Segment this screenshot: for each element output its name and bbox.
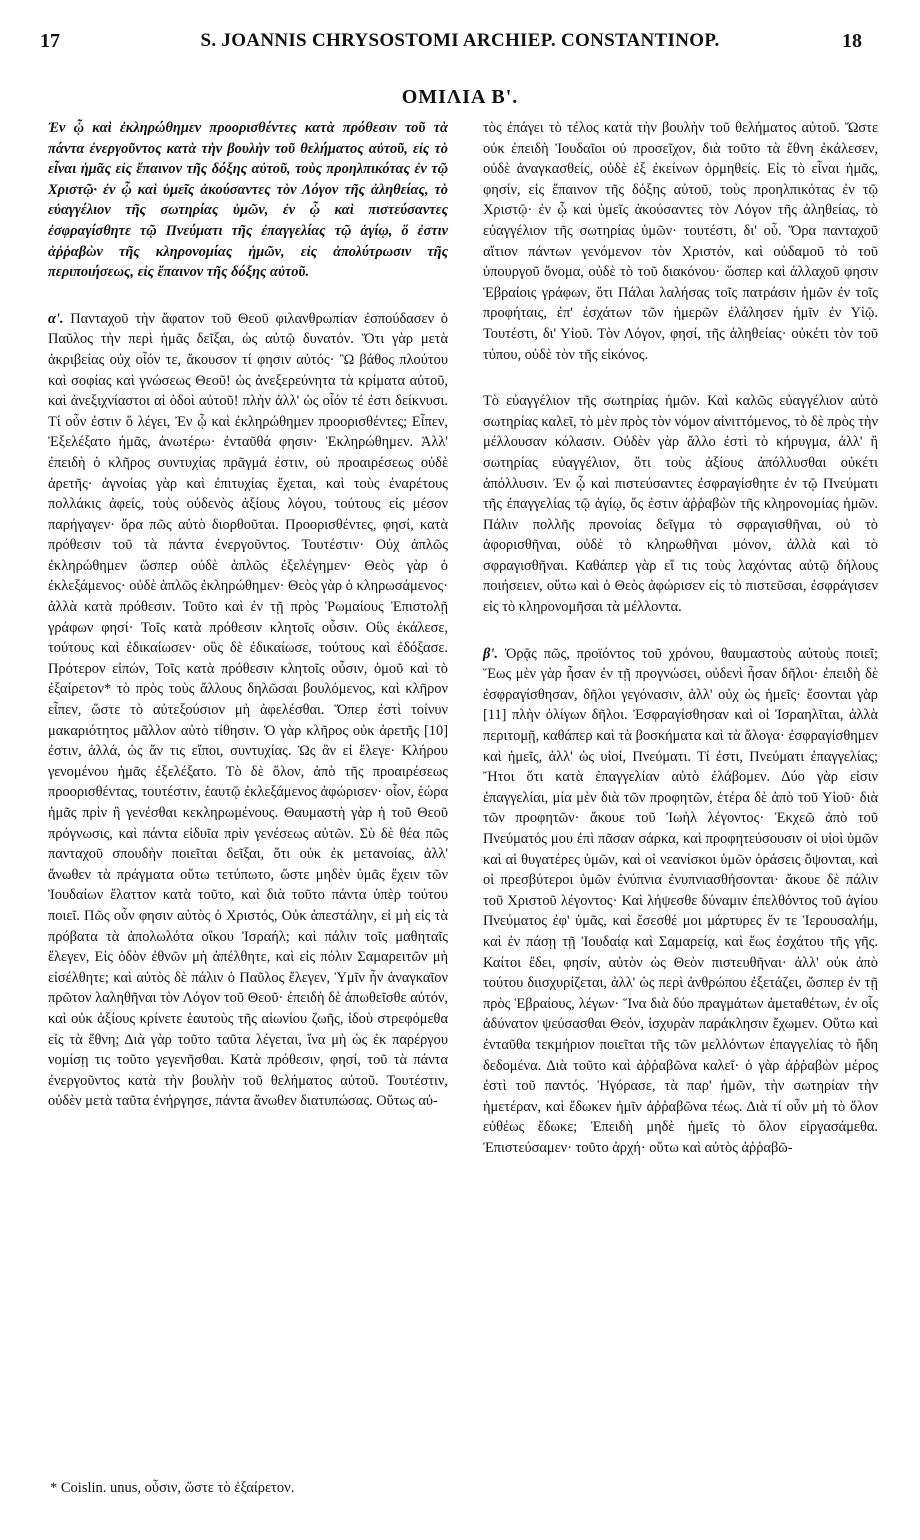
running-header <box>0 30 920 56</box>
footnote: * Coislin. unus, οὖσιν, ὥστε τὸ ἐξαίρετον. <box>50 1480 295 1496</box>
section-number: β'. <box>483 645 498 662</box>
homily-title: ΟΜΙΛΙΑ Β'. <box>401 86 519 108</box>
right-column <box>483 118 878 1185</box>
paragraph: Τὸ εὐαγγέλιον τῆς σωτηρίας ἡμῶν. Καὶ καλῶς εὐαγγέλιον αὐτὸ σωτηρίας καλεῖ, τὸ μὲν πρὸς τὸν νόμον αἰνιττόμενος, τὸ δὲ πρὸς τὴν μέλλουσαν κόλασιν. Οὐδὲν γὰρ ἄλλο ἐστὶ τὸ κήρυγμα, ἀλλ' ἢ σωτηρίας εὐαγγέλιον, ὅτι τοὺς ἀξίους ἀπόλλυσθαι οὐκέτι ἀπόλλυσιν. Ἐν ᾧ καὶ πιστεύσαντες ἐσφραγίσθητε ἐν τῷ Πνεύματι τῆς ἐπαγγελίας τῷ ἁγίῳ, ὅς ἐστιν ἀῤῥαβὼν τῆς κληρονομίας ἡμῶν. Πάλιν πολλῆς προνοίας δεῖγμα τὸ σφραγισθῆναι, οὐ τὸ ἀφορισθῆναι, οὐδὲ τὸ κληρωθῆναι μόνον, ἀλλὰ καὶ τὸ σφραγισθῆναι. Καθάπερ γὰρ εἴ τις τοὺς λαχόντας αὐτῷ δήλους ποιήσειεν, οὕτω καὶ ὁ Θεὸς ἀφώρισεν εἰς τὸ πιστεῦσαι, ἐσφράγισεν εἰς τὸ κληρονομῆσαι τὰ μέλλοντα. <box>483 393 879 616</box>
paragraph: τὸς ἐπάγει τὸ τέλος κατὰ τὴν βουλὴν τοῦ θελήματος αὐτοῦ. Ὥστε οὐκ ἐπειδὴ Ἰουδαῖοι οὐ προσεῖχον, διὰ τοῦτο τὰ ἔθνη ἐκάλεσεν, οὐδὲ ἀναγκασθείς, οὐδὲ ἐξ ἐκείνων ὁρμηθείς. Εἰς τὸ εἶναι ἡμᾶς, φησίν, εἰς ἔπαινον τῆς δόξης αὐτοῦ, τοὺς προηλπικότας ἐν τῷ Χριστῷ· ἐν ᾧ καὶ ὑμεῖς ἀκούσαντες τὸν Λόγον τῆς ἀληθείας, τὸ εὐαγγέλιον τῆς σωτηρίας ὑμῶν· τουτέστι, δι' οὗ. Ὅρα πανταχοῦ αἴτιον πάντων γενόμενον τὸν Χριστόν, καὶ οὐδαμοῦ τὸ τοῦ ὑπουργοῦ ὄνομα, οὐδὲ τὸ τοῦ διακόνου· ὥσπερ καὶ ἀλλαχοῦ φησιν Ἑβραίοις γράφων, ὅτι Πάλαι λαλήσας τοῖς πατράσιν ἡμῶν ἐν τοῖς προφήταις, ἐπ' ἐσχάτων τῶν ἡμερῶν ἐλάλησεν ἡμῖν ἐν Υἱῷ. Τουτέστι, δι' Υἱοῦ. Τὸν Λόγον, φησί, τῆς ἀληθείας· οὐκέτι τὸν τοῦ τύπου, οὐδὲ τὸν τῆς εἰκόνος. <box>483 120 878 363</box>
section-text: Πανταχοῦ τὴν ἄφατον τοῦ Θεοῦ φιλανθρωπίαν ἐσπούδασεν ὁ Παῦλος τὴν περὶ ἡμᾶς δεῖξαι, ὡς αὐτῷ δυνατόν. Ὅτι γὰρ μετὰ ἀκριβείας οὐχ οἷόν τε, ἄκουσον τί φησιν αὐτός· Ὢ βάθος πλούτου καὶ σοφίας καὶ γνώσεως Θεοῦ! ὡς ἀνεξερεύνητα τὰ κρίματα αὐτοῦ, καὶ ἀνεξιχνίαστοι αἱ ὁδοὶ αὐτοῦ! πλὴν ἀλλ' ὡς οἷόν τέ ἐστι δείκνυσι. Τί οὖν ἐστιν ὅ λέγει, Ἐν ᾧ καὶ ἐκληρώθημεν προορισθέντες; Εἶπεν, Ἐξελέξατο ἡμᾶς, ἀνωτέρω· ἐνταῦθά φησιν· Ἐκληρώθημεν. Ἀλλ' ἐπειδὴ ὁ κλῆρος συντυχίας πρᾶγμά ἐστιν, οὐ προαιρέσεως οὐδὲ ἀρετῆς· ἀγνοίας γὰρ καὶ ἐπιτυχίας ἔχεται, καὶ τοὺς ἐναρέτους πολλάκις ἀφείς, τοὺς οὐδενὸς ἀξίους λόγου, τούτους εἰς μέσον παρήγαγεν· ὅρα πῶς αὐτὸ διορθοῦται. Προορισθέντες, φησί, κατὰ πρόθεσιν τοῦ τὰ πάντα ἐνεργοῦντος. Τουτέστιν· Οὐχ ἁπλῶς ἐκληρώθημεν ὥσπερ οὐδὲ ἁπλῶς ἐξελέγημεν· Θεὸς γὰρ ὁ ἐκλεξάμενος· οὐδὲ ἁπλῶς ἐκληρώθημεν· Θεὸς γὰρ ὁ κληρωσάμενος· ἀλλὰ κατὰ πρόθεσιν. Τοῦτο καὶ ἐν τῇ πρὸς Ῥωμαίους Ἐπιστολῇ γράφων φησί· Τοῖς κατὰ πρόθεσιν κλητοῖς οὖσιν. Οὓς ἐκάλεσε, τούτους καὶ ἐδικαίωσεν· οὓς δὲ ἐδικαίωσε, τούτους καὶ ἐδόξασε. Πρότερον εἰπών, Τοῖς κατὰ πρόθεσιν κλητοῖς οὖσιν, ὁμοῦ καὶ τὸ ἐξαίρετον* τὸ πρὸς τοὺς ἄλλους δηλῶσαι βουλόμενος, καὶ κλῆρον εἶπεν, ὥστε τὸ αὐτεξούσιον μὴ ἀφελέσθαι. Ὅπερ ἐστὶ τοίνυν μακαριότητος μᾶλλον αὐτὸ τίθησιν. Ὁ γὰρ κλῆρος οὐκ ἀρετῆς [10] ἐστιν, ἀλλά, ὡς ἄν τις εἴποι, συντυχίας. Ὡς ἂν εἰ ἔλεγε· Κλήρου γενομένου ἡμᾶς ἐξελέξατο. Τὸ δὲ ὅλον, ἀπὸ τῆς προαιρέσεως προορισθέντας, τουτέστιν, ἑαυτῷ ἐκλεξάμενος ἀφώρισεν· οἷον, ἑώρα ἡμᾶς πρὶν ἢ γενέσθαι κεκληρωμένους. Θαυμαστὴ γὰρ ἡ τοῦ Θεοῦ πρόγνωσις, καὶ πάντα εἰδυῖα πρὶν γενέσεως αὐτῶν. Σὺ δὲ θέα πῶς πανταχοῦ σπουδὴν ποιεῖται δεῖξαι, ὅτι οὐκ ἐκ μετανοίας, ἀλλ' ἄνωθεν τὰ πράγματα οὕτω τετύπωτο, ὥστε μηδὲν ὑμᾶς ἔχειν τῶν Ἰουδαίων ἔλαττον κατὰ τοῦτο, καὶ διὰ τοῦτο πάντα ὑπὲρ τούτου ποιεῖ. Πῶς οὖν φησιν αὐτὸς ὁ Χριστός, Οὐκ ἀπεστάλην, εἰ μὴ εἰς τὰ πρόβατα τὰ ἀπολωλότα οἴκου Ἰσραήλ; καὶ πάλιν τοῖς μαθηταῖς ἔλεγεν, Εἰς ὁδὸν ἐθνῶν μὴ ἀπέλθητε, καὶ εἰς πόλιν Σαμαρειτῶν μὴ εἰσέλθητε; καὶ αὐτὸς δὲ πάλιν ὁ Παῦλος ἔλεγεν, Ὑμῖν ἦν ἀναγκαῖον πρῶτον λαληθῆναι τὸν Λόγον τοῦ Θεοῦ· ἐπειδὴ δὲ ἀπωθεῖσθε αὐτόν, καὶ οὐκ ἀξίους κρίνετε ἑαυτοὺς τῆς αἰωνίου ζωῆς, ἰδοὺ στρεφόμεθα εἰς τὰ ἔθνη; Διὰ γὰρ τοῦτο ταῦτα λέγεται, ἵνα μὴ ὡς ἐκ παρέργου νομίσῃ τις τοῦτο γεγενῆσθαι. Κατὰ πρόθεσιν, φησί, τοῦ τὰ πάντα ἐνεργοῦντος κατὰ τὴν βουλὴν τοῦ θελήματος αὐτοῦ. Τουτέστιν, οὐδὲν μετὰ ταῦτα ἐνήργησε, πάντα ἄνωθεν διατυπώσας. Οὕτως αὐ- <box>48 310 448 1110</box>
section-text: Ὁρᾷς πῶς, προϊόντος τοῦ χρόνου, θαυμαστοὺς αὐτοὺς ποιεῖ; Ἕως μὲν γὰρ ἦσαν ἐν τῇ προγνώσει, οὐδενὶ ἦσαν δῆλοι· ἐπειδὴ δὲ ἐσφραγίσθησαν, δῆλοι γεγόνασιν, ἀλλ' οὐχ ὡς ἡμεῖς· ἔσονται γὰρ [11] πλὴν ὀλίγων δῆλοι. Ἐσφραγίσθησαν καὶ οἱ Ἰσραηλῖται, ἀλλὰ περιτομῇ, καθάπερ καὶ τὰ βοσκήματα καὶ τὰ ἄλογα· ἐσφραγίσθημεν καὶ ἡμεῖς, ἀλλ' ὡς υἱοί, Πνεύματι. Τί ἐστι, Πνεύματι ἐπαγγελίας; Ἤτοι ὅτι κατὰ ἐπαγγελίαν αὐτὸ ἐλάβομεν. Δύο γὰρ εἰσιν ἐπαγγελίαι, μία μὲν διὰ τῶν προφητῶν, ἑτέρα δὲ ἀπὸ τοῦ Υἱοῦ· διὰ τῶν προφητῶν· ἄκουε τοῦ Ἰωὴλ λέγοντος· Ἐκχεῶ ἀπὸ τοῦ Πνεύματός μου ἐπὶ πᾶσαν σάρκα, καὶ προφητεύσουσιν οἱ υἱοὶ ὑμῶν καὶ αἱ θυγατέρες ὑμῶν, καὶ οἱ νεανίσκοι ὑμῶν ὁράσεις ὄψονται, καὶ οἱ πρεσβύτεροι ὑμῶν ἐνύπνια ἐνυπνιασθήσονται· ἄκουε δὲ πάλιν τοῦ Χριστοῦ λέγοντος· Καὶ λήψεσθε δύναμιν ἐπελθόντος τοῦ ἁγίου Πνεύματος ἐφ' ὑμᾶς, καὶ ἔσεσθέ μοι μάρτυρες ἔν τε Ἱερουσαλήμ, καὶ ἐν πάσῃ τῇ Ἰουδαίᾳ καὶ Σαμαρείᾳ, καὶ ἕως ἐσχάτου τῆς γῆς. Καίτοι ἔδει, φησίν, αὐτὸν ὡς Θεὸν πιστευθῆναι· ἀλλ' οὐκ ἀπὸ τούτου διισχυρίζεται, ἀλλ' ὡς περὶ ἀνθρώπου ἐξετάζει, ὥσπερ ἐν τῇ πρὸς Ἑβραίους, λέγων· Ἵνα διὰ δύο πραγμάτων ἀμεταθέτων, ἐν οἷς ἀδύνατον ψεύσασθαι Θεόν, ἰσχυρὰν παράκλησιν ἔχωμεν. Οὕτω καὶ ἐνταῦθα τεκμήριον ποιεῖται τῆς τῶν μελλόντων ἐπαγγελίας τὸ ἤδη δεδομένα. Διὰ τοῦτο καὶ ἀῤῥαβῶνα καλεῖ· ὁ γὰρ ἀῤῥαβὼν μέρος ἐστὶ τοῦ παντός. Ἠγόρασε, τὰ παρ' ἡμῶν, τὴν σωτηρίαν τὴν ἡμετέραν, καὶ ἔδωκεν ἡμῖν ἀῤῥαβῶνα τέως. Διὰ τί οὖν μὴ τὸ ὅλον εὐθέως ἔδωκε; Ἐπειδὴ μηδὲ ἡμεῖς τὸ ὅλον εἰργασάμεθα. Ἐπιστεύσαμεν· τοῦτο ἀρχή· οὕτω καὶ αὐτὸς ἀῤῥαβῶ- <box>483 645 878 1156</box>
left-column <box>48 118 448 1138</box>
scripture-intro: Ἐν ᾧ καὶ ἐκληρώθημεν προορισθέντες κατὰ πρόθεσιν τοῦ τὰ πάντα ἐνεργοῦντος κατὰ τὴν βουλὴν τοῦ θελήματος αὐτοῦ, εἰς τὸ εἶναι ἡμᾶς εἰς ἔπαινον τῆς δόξης αὐτοῦ, τοὺς προηλπικότας ἐν τῷ Χριστῷ· ἐν ᾧ καὶ ὑμεῖς ἀκούσαντες τὸν Λόγον τῆς ἀληθείας, τὸ εὐαγγέλιον τῆς σωτηρίας ὑμῶν, ἐν ᾧ καὶ πιστεύσαντες ἐσφραγίσθητε τῷ Πνεύματι τῆς ἐπαγγελίας τῷ ἁγίῳ, ὅ ἐστιν ἀῤῥαβὼν τῆς κληρονομίας ἡμῶν, εἰς ἀπολύτρωσιν τῆς περιποιήσεως, εἰς ἔπαινον τῆς δόξης αὐτοῦ. <box>48 120 448 281</box>
section-number: α'. <box>48 310 64 327</box>
running-title: S. JOANNIS CHRYSOSTOMI ARCHIEP. CONSTANTINOP. <box>200 30 720 51</box>
section-paragraph <box>48 309 448 1112</box>
section-paragraph <box>483 644 878 1159</box>
page-number-left: 17 <box>40 30 60 52</box>
page-number-right: 18 <box>842 30 862 52</box>
